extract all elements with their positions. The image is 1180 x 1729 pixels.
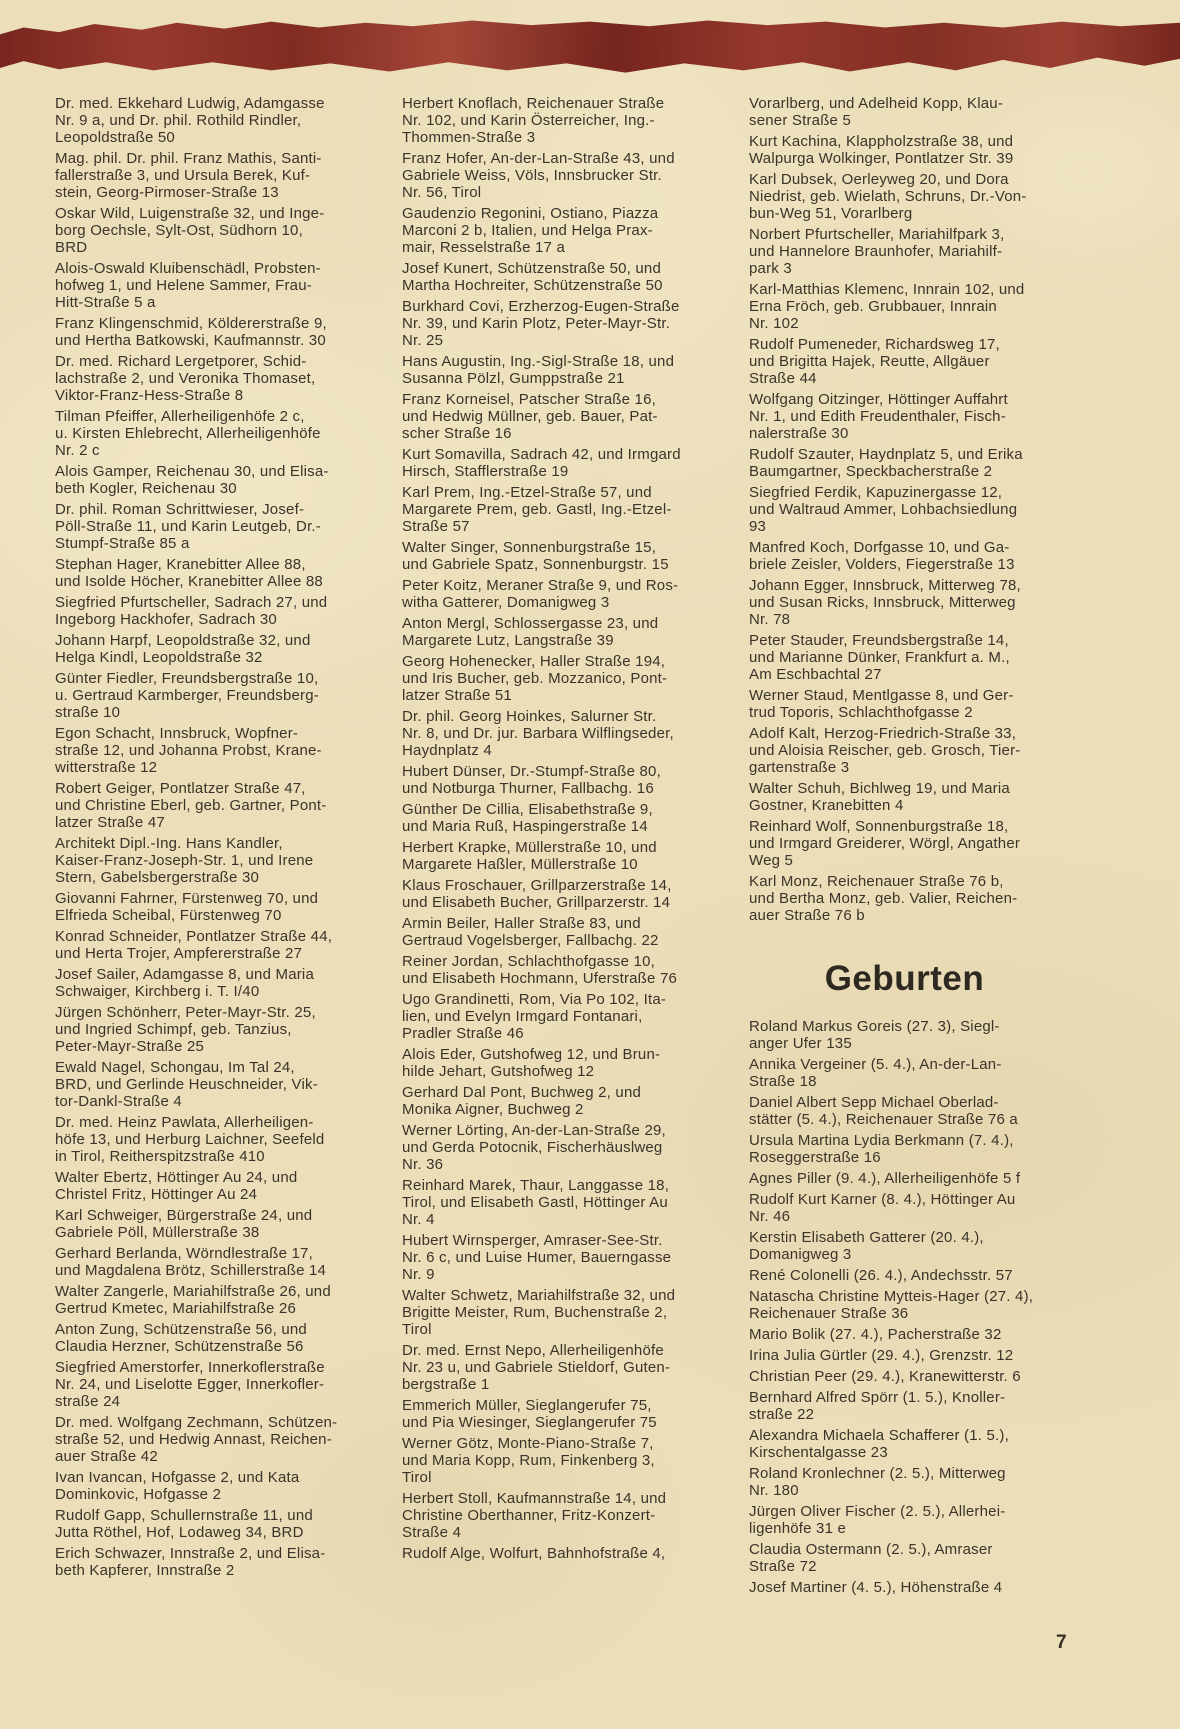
announcement-entry: Kerstin Elisabeth Gatterer (20. 4.), Domanigweg 3 — [749, 1229, 984, 1263]
announcement-entry: Dr. med. Richard Lergetporer, Schid- lachstraße 2, und Veronika Thomaset, Viktor-Franz-Hess-Straße 8 — [55, 353, 316, 404]
announcement-entry: Giovanni Fahrner, Fürstenweg 70, und Elfrieda Scheibal, Fürstenweg 70 — [55, 890, 319, 924]
announcement-entry: Günter Fiedler, Freundsbergstraße 10, u. Gertraud Karmberger, Freundsberg- straße 10 — [55, 670, 319, 721]
announcement-entry: Siegfried Amerstorfer, Innerkoflerstraße Nr. 24, und Liselotte Egger, Innerkofler- straße 24 — [55, 1359, 325, 1410]
announcement-entry: Ursula Martina Lydia Berkmann (7. 4.), Roseggerstraße 16 — [749, 1132, 1014, 1166]
announcement-entry: Natascha Christine Mytteis-Hager (27. 4), Reichenauer Straße 36 — [749, 1288, 1034, 1322]
page-number: 7 — [1056, 1632, 1067, 1653]
announcement-entry: Roland Kronlechner (2. 5.), Mitterweg Nr. 180 — [749, 1465, 1006, 1499]
announcement-entry: Gerhard Dal Pont, Buchweg 2, und Monika Aigner, Buchweg 2 — [402, 1084, 642, 1118]
announcement-entry: Rudolf Gapp, Schullernstraße 11, und Jutta Röthel, Hof, Lodaweg 34, BRD — [55, 1507, 313, 1541]
announcement-entry: Dr. phil. Roman Schrittwieser, Josef- Pöll-Straße 11, und Karin Leutgeb, Dr.- Stumpf-Straße 85 a — [55, 501, 321, 552]
announcement-entry: Franz Korneisel, Patscher Straße 16, und Hedwig Müllner, geb. Bauer, Pat- scher Straße 16 — [402, 391, 658, 442]
announcement-entry: Wolfgang Oitzinger, Höttinger Auffahrt Nr. 1, und Edith Freudenthaler, Fisch- nalerstraße 30 — [749, 391, 1008, 442]
announcement-entry: Stephan Hager, Kranebitter Allee 88, und Isolde Höcher, Kranebitter Allee 88 — [55, 556, 323, 590]
announcement-entry: Agnes Piller (9. 4.), Allerheiligenhöfe 5 f — [749, 1170, 1021, 1187]
announcement-entry: Vorarlberg, und Adelheid Kopp, Klau- sener Straße 5 — [749, 95, 1004, 129]
announcement-entry: Roland Markus Goreis (27. 3), Siegl- anger Ufer 135 — [749, 1018, 1000, 1052]
announcement-entry: Jürgen Schönherr, Peter-Mayr-Str. 25, und Ingried Schimpf, geb. Tanzius, Peter-Mayr-Straße 25 — [55, 1004, 316, 1055]
announcement-entry: René Colonelli (26. 4.), Andechsstr. 57 — [749, 1267, 1013, 1284]
announcement-entry: Bernhard Alfred Spörr (1. 5.), Knoller- straße 22 — [749, 1389, 1006, 1423]
announcement-entry: Ugo Grandinetti, Rom, Via Po 102, Ita- lien, und Evelyn Irmgard Fontanari, Pradler Straße 46 — [402, 991, 667, 1042]
announcement-entry: Anton Mergl, Schlossergasse 23, und Margarete Lutz, Langstraße 39 — [402, 615, 659, 649]
announcement-entry: Johann Egger, Innsbruck, Mitterweg 78, und Susan Ricks, Innsbruck, Mitterweg Nr. 78 — [749, 577, 1021, 628]
announcement-entry: Peter Koitz, Meraner Straße 9, und Ros- witha Gatterer, Domanigweg 3 — [402, 577, 679, 611]
births-section-title: Geburten — [824, 959, 985, 998]
announcement-entry: Alois Gamper, Reichenau 30, und Elisa- beth Kogler, Reichenau 30 — [55, 463, 329, 497]
announcement-entry: Herbert Krapke, Müllerstraße 10, und Margarete Haßler, Müllerstraße 10 — [402, 839, 657, 873]
announcement-entry: Walter Schuh, Bichlweg 19, und Maria Gostner, Kranebitten 4 — [749, 780, 1010, 814]
announcement-entry: Siegfried Ferdik, Kapuzinergasse 12, und Waltraud Ammer, Lohbachsiedlung 93 — [749, 484, 1018, 535]
announcement-entry: Alexandra Michaela Schafferer (1. 5.), Kirschentalgasse 23 — [749, 1427, 1009, 1461]
announcement-entry: Josef Kunert, Schützenstraße 50, und Martha Hochreiter, Schützenstraße 50 — [402, 260, 663, 294]
announcement-entry: Hubert Wirnsperger, Amraser-See-Str. Nr. 6 c, und Luise Humer, Bauerngasse Nr. 9 — [402, 1232, 672, 1283]
announcement-entry: Franz Klingenschmid, Köldererstraße 9, und Hertha Batkowski, Kaufmannstr. 30 — [55, 315, 327, 349]
announcement-entry: Jürgen Oliver Fischer (2. 5.), Allerhei- ligenhöfe 31 e — [749, 1503, 1006, 1537]
announcement-entry: Hans Augustin, Ing.-Sigl-Straße 18, und Susanna Pölzl, Gumppstraße 21 — [402, 353, 675, 387]
announcement-entry: Claudia Ostermann (2. 5.), Amraser Straße 72 — [749, 1541, 993, 1575]
announcement-entry: Burkhard Covi, Erzherzog-Eugen-Straße Nr. 39, und Karin Plotz, Peter-Mayr-Str. Nr. 25 — [402, 298, 680, 349]
announcement-entry: Daniel Albert Sepp Michael Oberlad- stätter (5. 4.), Reichenauer Straße 76 a — [749, 1094, 1018, 1128]
announcement-entry: Herbert Stoll, Kaufmannstraße 14, und Christine Oberthanner, Fritz-Konzert- Straße 4 — [402, 1490, 667, 1541]
announcement-entry: Alois-Oswald Kluibenschädl, Probsten- hofweg 1, und Helene Sammer, Frau- Hitt-Straße 5 a — [55, 260, 321, 311]
announcement-entry: Mag. phil. Dr. phil. Franz Mathis, Santi- fallerstraße 3, und Ursula Berek, Kuf- stein, Georg-Pirmoser-Straße 13 — [55, 150, 322, 201]
announcement-entry: Josef Sailer, Adamgasse 8, und Maria Schwaiger, Kirchberg i. T. I/40 — [55, 966, 315, 1000]
announcement-entry: Peter Stauder, Freundsbergstraße 14, und Marianne Dünker, Frankfurt a. M., Am Eschbachtal 27 — [749, 632, 1010, 683]
announcement-entry: Norbert Pfurtscheller, Mariahilfpark 3, und Hannelore Braunhofer, Mariahilf- park 3 — [749, 226, 1005, 277]
announcement-entry: Christian Peer (29. 4.), Kranewitterstr. 6 — [749, 1368, 1021, 1385]
announcement-entry: Emmerich Müller, Sieglangerufer 75, und Pia Wiesinger, Sieglangerufer 75 — [402, 1397, 657, 1431]
announcement-entry: Karl Prem, Ing.-Etzel-Straße 57, und Margarete Prem, geb. Gastl, Ing.-Etzel- Straße 57 — [402, 484, 672, 535]
announcement-entry: Tilman Pfeiffer, Allerheiligenhöfe 2 c, u. Kirsten Ehlebrecht, Allerheiligenhöfe Nr. 2 c — [55, 408, 321, 459]
announcement-entry: Kurt Somavilla, Sadrach 42, und Irmgard Hirsch, Stafflerstraße 19 — [402, 446, 681, 480]
announcement-entry: Kurt Kachina, Klappholzstraße 38, und Walpurga Wolkinger, Pontlatzer Str. 39 — [749, 133, 1014, 167]
announcement-entry: Ewald Nagel, Schongau, Im Tal 24, BRD, und Gerlinde Heuschneider, Vik- tor-Dankl-Straße 4 — [55, 1059, 318, 1110]
announcement-entry: Anton Zung, Schützenstraße 56, und Claudia Herzner, Schützenstraße 56 — [55, 1321, 307, 1355]
announcement-entry: Walter Zangerle, Mariahilfstraße 26, und Gertrud Kmetec, Mariahilfstraße 26 — [55, 1283, 331, 1317]
announcement-entry: Mario Bolik (27. 4.), Pacherstraße 32 — [749, 1326, 1002, 1343]
announcement-entry: Josef Martiner (4. 5.), Höhenstraße 4 — [749, 1579, 1003, 1596]
announcement-entry: Dr. med. Heinz Pawlata, Allerheiligen- höfe 13, und Herburg Laichner, Seefeld in Tirol, Reitherspitzstraße 410 — [55, 1114, 325, 1165]
announcement-entry: Reiner Jordan, Schlachthofgasse 10, und Elisabeth Hochmann, Uferstraße 76 — [402, 953, 678, 987]
announcement-entry: Manfred Koch, Dorfgasse 10, und Ga- briele Zeisler, Volders, Fiegerstraße 13 — [749, 539, 1015, 573]
announcement-entry: Irina Julia Gürtler (29. 4.), Grenzstr. 12 — [749, 1347, 1014, 1364]
announcement-entry: Architekt Dipl.-Ing. Hans Kandler, Kaiser-Franz-Joseph-Str. 1, und Irene Stern, Gabelsbergerstraße 30 — [55, 835, 314, 886]
announcement-entry: Rudolf Kurt Karner (8. 4.), Höttinger Au Nr. 46 — [749, 1191, 1016, 1225]
announcement-entry: Johann Harpf, Leopoldstraße 32, und Helga Kindl, Leopoldstraße 32 — [55, 632, 311, 666]
announcement-entry: Gerhard Berlanda, Wörndlestraße 17, und Magdalena Brötz, Schillerstraße 14 — [55, 1245, 327, 1279]
announcement-entry: Karl-Matthias Klemenc, Innrain 102, und Erna Fröch, geb. Grubbauer, Innrain Nr. 102 — [749, 281, 1025, 332]
announcement-entry: Annika Vergeiner (5. 4.), An-der-Lan- Straße 18 — [749, 1056, 1002, 1090]
announcement-entry: Oskar Wild, Luigenstraße 32, und Inge- borg Oechsle, Sylt-Ost, Südhorn 10, BRD — [55, 205, 325, 256]
announcement-entry: Adolf Kalt, Herzog-Friedrich-Straße 33, und Aloisia Reischer, geb. Grosch, Tier- gartenstraße 3 — [749, 725, 1021, 776]
announcement-entry: Rudolf Szauter, Haydnplatz 5, und Erika Baumgartner, Speckbacherstraße 2 — [749, 446, 1023, 480]
marriages-column-2 — [402, 95, 713, 1600]
announcement-entry: Walter Singer, Sonnenburgstraße 15, und Gabriele Spatz, Sonnenburgstr. 15 — [402, 539, 669, 573]
announcement-entry: Günther De Cillia, Elisabethstraße 9, und Maria Ruß, Haspingerstraße 14 — [402, 801, 653, 835]
announcement-entry: Herbert Knoflach, Reichenauer Straße Nr. 102, und Karin Österreicher, Ing.- Thommen-Straße 3 — [402, 95, 665, 146]
announcement-entry: Armin Beiler, Haller Straße 83, und Gertraud Vogelsberger, Fallbachg. 22 — [402, 915, 659, 949]
announcement-entry: Franz Hofer, An-der-Lan-Straße 43, und Gabriele Weiss, Völs, Innsbrucker Str. Nr. 56, Tirol — [402, 150, 675, 201]
announcement-entry: Karl Dubsek, Oerleyweg 20, und Dora Niedrist, geb. Wielath, Schruns, Dr.-Von- bun-Weg 51, Vorarlberg — [749, 171, 1027, 222]
announcement-entry: Karl Schweiger, Bürgerstraße 24, und Gabriele Pöll, Müllerstraße 38 — [55, 1207, 313, 1241]
announcement-entry: Reinhard Wolf, Sonnenburgstraße 18, und Irmgard Greiderer, Wörgl, Angather Weg 5 — [749, 818, 1021, 869]
announcement-entry: Robert Geiger, Pontlatzer Straße 47, und Christine Eberl, geb. Gartner, Pont- latzer Straße 47 — [55, 780, 327, 831]
announcement-entry: Werner Lörting, An-der-Lan-Straße 29, und Gerda Potocnik, Fischerhäuslweg Nr. 36 — [402, 1122, 666, 1173]
announcement-entry: Walter Schwetz, Mariahilfstraße 32, und Brigitte Meister, Rum, Buchenstraße 2, Tirol — [402, 1287, 676, 1338]
announcement-entry: Walter Ebertz, Höttinger Au 24, und Christel Fritz, Höttinger Au 24 — [55, 1169, 298, 1203]
marriages-column-1 — [55, 95, 366, 1600]
announcement-entry: Dr. phil. Georg Hoinkes, Salurner Str. Nr. 8, und Dr. jur. Barbara Wilflingseder, Haydnplatz 4 — [402, 708, 674, 759]
announcement-entry: Karl Monz, Reichenauer Straße 76 b, und Bertha Monz, geb. Valier, Reichen- auer Straße 76 b — [749, 873, 1018, 924]
births-list — [749, 1018, 1060, 1596]
announcement-entry: Rudolf Alge, Wolfurt, Bahnhofstraße 4, — [402, 1545, 666, 1562]
announcement-entry: Dr. med. Ernst Nepo, Allerheiligenhöfe Nr. 23 u, und Gabriele Stieldorf, Guten- bergstraße 1 — [402, 1342, 671, 1393]
announcement-entry: Erich Schwazer, Innstraße 2, und Elisa- beth Kapferer, Innstraße 2 — [55, 1545, 326, 1579]
announcement-entry: Alois Eder, Gutshofweg 12, und Brun- hilde Jehart, Gutshofweg 12 — [402, 1046, 661, 1080]
announcement-entry: Georg Hohenecker, Haller Straße 194, und Iris Bucher, geb. Mozzanico, Pont- latzer Straße 51 — [402, 653, 668, 704]
announcement-entry: Reinhard Marek, Thaur, Langgasse 18, Tirol, und Elisabeth Gastl, Höttinger Au Nr. 4 — [402, 1177, 670, 1228]
column-3 — [749, 95, 1060, 1600]
marriages-column-3 — [749, 95, 1060, 924]
announcement-entry: Werner Götz, Monte-Piano-Straße 7, und Maria Kopp, Rum, Finkenberg 3, Tirol — [402, 1435, 655, 1486]
announcement-entry: Dr. med. Ekkehard Ludwig, Adamgasse Nr. 9 a, und Dr. phil. Rothild Rindler, Leopoldstraße 50 — [55, 95, 325, 146]
announcement-entry: Werner Staud, Mentlgasse 8, und Ger- trud Toporis, Schlachthofgasse 2 — [749, 687, 1014, 721]
announcement-entry: Gaudenzio Regonini, Ostiano, Piazza Marconi 2 b, Italien, und Helga Prax- mair, Resselstraße 17 a — [402, 205, 659, 256]
announcement-entry: Konrad Schneider, Pontlatzer Straße 44, und Herta Trojer, Ampfererstraße 27 — [55, 928, 333, 962]
announcement-entry: Dr. med. Wolfgang Zechmann, Schützen- straße 52, und Hedwig Annast, Reichen- auer Straße 42 — [55, 1414, 338, 1465]
announcement-entry: Klaus Froschauer, Grillparzerstraße 14, und Elisabeth Bucher, Grillparzerstr. 14 — [402, 877, 672, 911]
announcements-page — [55, 95, 1060, 1600]
announcement-entry: Ivan Ivancan, Hofgasse 2, und Kata Dominkovic, Hofgasse 2 — [55, 1469, 300, 1503]
announcement-entry: Siegfried Pfurtscheller, Sadrach 27, und Ingeborg Hackhofer, Sadrach 30 — [55, 594, 328, 628]
torn-red-strip — [0, 17, 1180, 75]
announcement-entry: Hubert Dünser, Dr.-Stumpf-Straße 80, und Notburga Thurner, Fallbachg. 16 — [402, 763, 661, 797]
announcement-entry: Egon Schacht, Innsbruck, Wopfner- straße 12, und Johanna Probst, Krane- witterstraße 12 — [55, 725, 322, 776]
announcement-entry: Rudolf Pumeneder, Richardsweg 17, und Brigitta Hajek, Reutte, Allgäuer Straße 44 — [749, 336, 1000, 387]
